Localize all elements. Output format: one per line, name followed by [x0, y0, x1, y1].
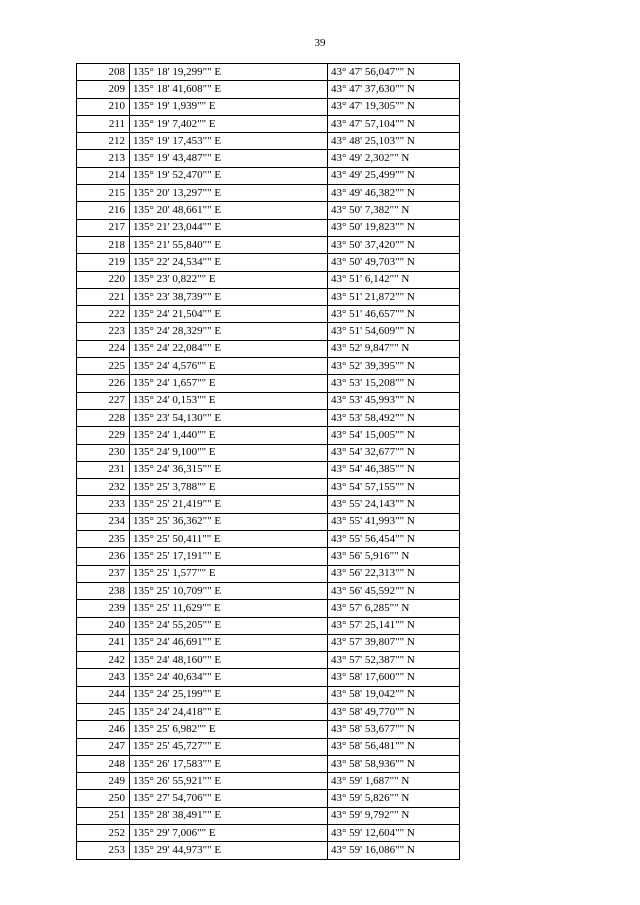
- longitude-cell: 135° 24' 0,153"" E: [130, 392, 328, 409]
- latitude-cell: 43° 59' 12,604"" N: [328, 825, 460, 842]
- table-row: [77, 842, 460, 859]
- longitude-cell: 135° 24' 21,504"" E: [130, 306, 328, 323]
- latitude-cell: 43° 55' 24,143"" N: [328, 496, 460, 513]
- table-row: [77, 703, 460, 720]
- table-row: [77, 98, 460, 115]
- table-row: [77, 531, 460, 548]
- table-row: [77, 807, 460, 824]
- table-row: [77, 409, 460, 426]
- longitude-cell: 135° 25' 6,982"" E: [130, 721, 328, 738]
- latitude-cell: 43° 47' 19,305"" N: [328, 98, 460, 115]
- table-row: [77, 271, 460, 288]
- point-number-cell: 212: [77, 133, 130, 150]
- longitude-cell: 135° 24' 28,329"" E: [130, 323, 328, 340]
- latitude-cell: 43° 58' 53,677"" N: [328, 721, 460, 738]
- table-row: [77, 133, 460, 150]
- longitude-cell: 135° 25' 3,788"" E: [130, 479, 328, 496]
- longitude-cell: 135° 25' 10,709"" E: [130, 582, 328, 599]
- table-row: [77, 755, 460, 772]
- latitude-cell: 43° 57' 25,141"" N: [328, 617, 460, 634]
- point-number-cell: 242: [77, 652, 130, 669]
- point-number-cell: 229: [77, 427, 130, 444]
- point-number-cell: 239: [77, 600, 130, 617]
- table-row: [77, 340, 460, 357]
- point-number-cell: 252: [77, 825, 130, 842]
- table-row: [77, 150, 460, 167]
- longitude-cell: 135° 24' 4,576"" E: [130, 358, 328, 375]
- longitude-cell: 135° 23' 54,130"" E: [130, 409, 328, 426]
- point-number-cell: 249: [77, 773, 130, 790]
- longitude-cell: 135° 26' 17,583"" E: [130, 755, 328, 772]
- point-number-cell: 240: [77, 617, 130, 634]
- point-number-cell: 243: [77, 669, 130, 686]
- point-number-cell: 238: [77, 582, 130, 599]
- longitude-cell: 135° 21' 55,840"" E: [130, 236, 328, 253]
- latitude-cell: 43° 56' 22,313"" N: [328, 565, 460, 582]
- table-row: [77, 790, 460, 807]
- table-row: [77, 64, 460, 81]
- latitude-cell: 43° 49' 25,499"" N: [328, 167, 460, 184]
- point-number-cell: 220: [77, 271, 130, 288]
- point-number-cell: 213: [77, 150, 130, 167]
- point-number-cell: 209: [77, 81, 130, 98]
- longitude-cell: 135° 27' 54,706"" E: [130, 790, 328, 807]
- table-row: [77, 236, 460, 253]
- table-row: [77, 600, 460, 617]
- point-number-cell: 251: [77, 807, 130, 824]
- point-number-cell: 235: [77, 531, 130, 548]
- table-row: [77, 479, 460, 496]
- longitude-cell: 135° 19' 1,939"" E: [130, 98, 328, 115]
- longitude-cell: 135° 29' 44,973"" E: [130, 842, 328, 859]
- longitude-cell: 135° 18' 41,608"" E: [130, 81, 328, 98]
- longitude-cell: 135° 24' 24,418"" E: [130, 703, 328, 720]
- longitude-cell: 135° 26' 55,921"" E: [130, 773, 328, 790]
- longitude-cell: 135° 24' 55,205"" E: [130, 617, 328, 634]
- table-row: [77, 306, 460, 323]
- latitude-cell: 43° 59' 9,792"" N: [328, 807, 460, 824]
- latitude-cell: 43° 50' 49,703"" N: [328, 254, 460, 271]
- point-number-cell: 253: [77, 842, 130, 859]
- table-row: [77, 358, 460, 375]
- longitude-cell: 135° 19' 52,470"" E: [130, 167, 328, 184]
- table-row: [77, 548, 460, 565]
- longitude-cell: 135° 25' 11,629"" E: [130, 600, 328, 617]
- latitude-cell: 43° 54' 15,005"" N: [328, 427, 460, 444]
- table-row: [77, 167, 460, 184]
- table-row: [77, 513, 460, 530]
- table-row: [77, 461, 460, 478]
- latitude-cell: 43° 58' 58,936"" N: [328, 755, 460, 772]
- longitude-cell: 135° 24' 1,440"" E: [130, 427, 328, 444]
- point-number-cell: 227: [77, 392, 130, 409]
- table-row: [77, 185, 460, 202]
- point-number-cell: 232: [77, 479, 130, 496]
- latitude-cell: 43° 55' 56,454"" N: [328, 531, 460, 548]
- table-row: [77, 652, 460, 669]
- longitude-cell: 135° 25' 21,419"" E: [130, 496, 328, 513]
- point-number-cell: 210: [77, 98, 130, 115]
- longitude-cell: 135° 28' 38,491"" E: [130, 807, 328, 824]
- latitude-cell: 43° 51' 54,609"" N: [328, 323, 460, 340]
- point-number-cell: 221: [77, 288, 130, 305]
- longitude-cell: 135° 19' 7,402"" E: [130, 115, 328, 132]
- point-number-cell: 236: [77, 548, 130, 565]
- point-number-cell: 237: [77, 565, 130, 582]
- table-row: [77, 375, 460, 392]
- latitude-cell: 43° 54' 32,677"" N: [328, 444, 460, 461]
- point-number-cell: 233: [77, 496, 130, 513]
- latitude-cell: 43° 57' 39,807"" N: [328, 634, 460, 651]
- point-number-cell: 222: [77, 306, 130, 323]
- table-row: [77, 825, 460, 842]
- point-number-cell: 230: [77, 444, 130, 461]
- point-number-cell: 244: [77, 686, 130, 703]
- latitude-cell: 43° 54' 46,385"" N: [328, 461, 460, 478]
- latitude-cell: 43° 52' 9,847"" N: [328, 340, 460, 357]
- point-number-cell: 223: [77, 323, 130, 340]
- point-number-cell: 226: [77, 375, 130, 392]
- longitude-cell: 135° 24' 22,084"" E: [130, 340, 328, 357]
- point-number-cell: 215: [77, 185, 130, 202]
- latitude-cell: 43° 53' 58,492"" N: [328, 409, 460, 426]
- point-number-cell: 218: [77, 236, 130, 253]
- point-number-cell: 214: [77, 167, 130, 184]
- latitude-cell: 43° 56' 45,592"" N: [328, 582, 460, 599]
- latitude-cell: 43° 58' 17,600"" N: [328, 669, 460, 686]
- latitude-cell: 43° 54' 57,155"" N: [328, 479, 460, 496]
- table-row: [77, 219, 460, 236]
- table-row: [77, 427, 460, 444]
- longitude-cell: 135° 29' 7,006"" E: [130, 825, 328, 842]
- point-number-cell: 217: [77, 219, 130, 236]
- longitude-cell: 135° 19' 17,453"" E: [130, 133, 328, 150]
- point-number-cell: 241: [77, 634, 130, 651]
- latitude-cell: 43° 59' 16,086"" N: [328, 842, 460, 859]
- longitude-cell: 135° 21' 23,044"" E: [130, 219, 328, 236]
- longitude-cell: 135° 24' 46,691"" E: [130, 634, 328, 651]
- longitude-cell: 135° 24' 9,100"" E: [130, 444, 328, 461]
- latitude-cell: 43° 53' 45,993"" N: [328, 392, 460, 409]
- point-number-cell: 228: [77, 409, 130, 426]
- point-number-cell: 225: [77, 358, 130, 375]
- point-number-cell: 231: [77, 461, 130, 478]
- coordinates-table-body: [77, 64, 460, 860]
- table-row: [77, 721, 460, 738]
- table-row: [77, 392, 460, 409]
- longitude-cell: 135° 25' 17,191"" E: [130, 548, 328, 565]
- latitude-cell: 43° 51' 6,142"" N: [328, 271, 460, 288]
- table-row: [77, 634, 460, 651]
- point-number-cell: 247: [77, 738, 130, 755]
- point-number-cell: 219: [77, 254, 130, 271]
- point-number-cell: 211: [77, 115, 130, 132]
- table-row: [77, 669, 460, 686]
- table-row: [77, 254, 460, 271]
- point-number-cell: 248: [77, 755, 130, 772]
- point-number-cell: 208: [77, 64, 130, 81]
- point-number-cell: 245: [77, 703, 130, 720]
- longitude-cell: 135° 18' 19,299"" E: [130, 64, 328, 81]
- table-row: [77, 115, 460, 132]
- table-row: [77, 773, 460, 790]
- coordinates-table: [76, 63, 460, 860]
- table-row: [77, 738, 460, 755]
- table-row: [77, 323, 460, 340]
- latitude-cell: 43° 48' 25,103"" N: [328, 133, 460, 150]
- latitude-cell: 43° 49' 2,302"" N: [328, 150, 460, 167]
- longitude-cell: 135° 23' 38,739"" E: [130, 288, 328, 305]
- latitude-cell: 43° 51' 46,657"" N: [328, 306, 460, 323]
- latitude-cell: 43° 50' 19,823"" N: [328, 219, 460, 236]
- latitude-cell: 43° 57' 52,387"" N: [328, 652, 460, 669]
- latitude-cell: 43° 51' 21,872"" N: [328, 288, 460, 305]
- longitude-cell: 135° 25' 45,727"" E: [130, 738, 328, 755]
- longitude-cell: 135° 25' 36,362"" E: [130, 513, 328, 530]
- longitude-cell: 135° 25' 50,411"" E: [130, 531, 328, 548]
- latitude-cell: 43° 59' 5,826"" N: [328, 790, 460, 807]
- page-number: 39: [314, 37, 326, 49]
- latitude-cell: 43° 57' 6,285"" N: [328, 600, 460, 617]
- latitude-cell: 43° 58' 19,042"" N: [328, 686, 460, 703]
- latitude-cell: 43° 47' 57,104"" N: [328, 115, 460, 132]
- latitude-cell: 43° 50' 7,382"" N: [328, 202, 460, 219]
- latitude-cell: 43° 50' 37,420"" N: [328, 236, 460, 253]
- latitude-cell: 43° 55' 41,993"" N: [328, 513, 460, 530]
- point-number-cell: 234: [77, 513, 130, 530]
- table-row: [77, 288, 460, 305]
- longitude-cell: 135° 24' 40,634"" E: [130, 669, 328, 686]
- latitude-cell: 43° 47' 37,630"" N: [328, 81, 460, 98]
- latitude-cell: 43° 47' 56,047"" N: [328, 64, 460, 81]
- table-row: [77, 617, 460, 634]
- latitude-cell: 43° 53' 15,208"" N: [328, 375, 460, 392]
- point-number-cell: 246: [77, 721, 130, 738]
- longitude-cell: 135° 24' 25,199"" E: [130, 686, 328, 703]
- latitude-cell: 43° 52' 39,395"" N: [328, 358, 460, 375]
- longitude-cell: 135° 20' 13,297"" E: [130, 185, 328, 202]
- longitude-cell: 135° 24' 36,315"" E: [130, 461, 328, 478]
- longitude-cell: 135° 25' 1,577"" E: [130, 565, 328, 582]
- point-number-cell: 224: [77, 340, 130, 357]
- table-row: [77, 496, 460, 513]
- table-row: [77, 444, 460, 461]
- table-row: [77, 686, 460, 703]
- longitude-cell: 135° 20' 48,661"" E: [130, 202, 328, 219]
- latitude-cell: 43° 58' 56,481"" N: [328, 738, 460, 755]
- table-row: [77, 81, 460, 98]
- latitude-cell: 43° 56' 5,916"" N: [328, 548, 460, 565]
- table-row: [77, 565, 460, 582]
- longitude-cell: 135° 22' 24,534"" E: [130, 254, 328, 271]
- table-row: [77, 582, 460, 599]
- table-row: [77, 202, 460, 219]
- longitude-cell: 135° 24' 48,160"" E: [130, 652, 328, 669]
- point-number-cell: 250: [77, 790, 130, 807]
- longitude-cell: 135° 23' 0,822"" E: [130, 271, 328, 288]
- latitude-cell: 43° 58' 49,770"" N: [328, 703, 460, 720]
- latitude-cell: 43° 49' 46,382"" N: [328, 185, 460, 202]
- latitude-cell: 43° 59' 1,687"" N: [328, 773, 460, 790]
- longitude-cell: 135° 19' 43,487"" E: [130, 150, 328, 167]
- longitude-cell: 135° 24' 1,657"" E: [130, 375, 328, 392]
- point-number-cell: 216: [77, 202, 130, 219]
